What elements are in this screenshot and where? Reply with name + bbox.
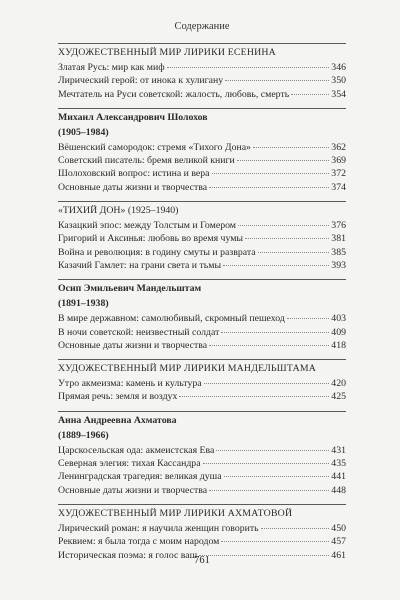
dot-leader <box>203 463 330 464</box>
toc-entry-page: 350 <box>331 75 346 87</box>
toc-entry-page: 403 <box>331 313 346 325</box>
toc-entry-page: 409 <box>331 326 346 338</box>
table-of-contents <box>58 43 346 562</box>
toc-entry-page: 418 <box>331 339 346 351</box>
book-page <box>58 0 346 600</box>
dot-leader <box>237 160 330 161</box>
toc-entry-label: Основные даты жизни и творчества <box>58 339 208 351</box>
toc-entry-page: 393 <box>331 259 346 271</box>
dot-leader <box>167 67 330 68</box>
author-name-akhmatova: Анна Андреевна Ахматова <box>58 411 346 427</box>
toc-entry-page: 425 <box>331 391 346 403</box>
page-title: Содержание <box>174 21 230 32</box>
toc-entry[interactable] <box>58 522 346 535</box>
toc-entry-label: Григорий и Аксинья: любовь во время чумы <box>58 233 244 245</box>
toc-entry-page: 362 <box>331 141 346 153</box>
dot-leader <box>209 187 329 188</box>
toc-entry[interactable] <box>58 390 346 403</box>
toc-entry[interactable] <box>58 377 346 390</box>
toc-entry-label: Основные даты жизни и творчества <box>58 484 208 496</box>
work-years: (1925–1940) <box>127 205 179 217</box>
toc-entry-label: Вёшенский самородок: стремя «Тихого Дона» <box>58 141 251 153</box>
toc-entry[interactable] <box>58 88 346 101</box>
dot-leader <box>204 383 330 384</box>
toc-entry-page: 385 <box>331 246 346 258</box>
toc-entry-label: Утро акмеизма: камень и культура <box>58 378 202 390</box>
section-heading-esenin-lyric: ХУДОЖЕСТВЕННЫЙ МИР ЛИРИКИ ЕСЕНИНА <box>58 43 346 59</box>
toc-entry-label: Историческая поэма: я голос ваш <box>58 549 198 561</box>
dot-leader <box>212 173 330 174</box>
toc-entry-label: Война и революция: в годину смуты и разврата <box>58 246 256 258</box>
toc-entry-label: В мире державном: самолюбивый, скромный пешеход <box>58 313 285 325</box>
dot-leader <box>209 490 329 491</box>
dot-leader <box>221 332 329 333</box>
toc-entry[interactable] <box>58 312 346 325</box>
dot-leader <box>224 476 330 477</box>
author-name-mandelstam: Осип Эмильевич Мандельштам <box>58 279 346 295</box>
toc-entry-page: 354 <box>331 88 346 100</box>
dot-leader <box>221 541 329 542</box>
toc-entry-page: 431 <box>331 444 346 456</box>
author-dates-sholokhov: (1905–1984) <box>58 126 109 138</box>
toc-entry-label: Царскосельская ода: акмеистская Ева <box>58 444 215 456</box>
toc-entry-label: Основные даты жизни и творчества <box>58 181 208 193</box>
toc-entry-label: Шолоховский вопрос: истина и вера <box>58 168 210 180</box>
author-dates-akhmatova: (1889–1966) <box>58 429 109 441</box>
toc-entry[interactable] <box>58 259 346 272</box>
toc-entry[interactable] <box>58 181 346 194</box>
dot-leader <box>258 252 330 253</box>
dot-leader <box>225 80 329 81</box>
toc-entry[interactable] <box>58 444 346 457</box>
author-name-sholokhov: Михаил Александрович Шолохов <box>58 108 346 124</box>
dot-leader <box>223 265 329 266</box>
toc-entry-label: Лирический герой: от инока к хулигану <box>58 75 224 87</box>
toc-entry-label: Реквием: я была тогда с моим народом <box>58 536 220 548</box>
toc-entry-label: В ночи советской: неизвестный солдат <box>58 326 220 338</box>
toc-entry-page: 450 <box>331 522 346 534</box>
toc-entry[interactable] <box>58 535 346 548</box>
dot-leader <box>287 318 329 319</box>
toc-entry[interactable] <box>58 470 346 483</box>
work-title: «ТИХИЙ ДОН» <box>58 205 126 217</box>
dot-leader <box>209 345 329 346</box>
toc-entry-label: Златая Русь: мир как миф <box>58 62 165 73</box>
toc-entry-label: Советский писатель: бремя великой книги <box>58 155 235 167</box>
toc-entry[interactable] <box>58 326 346 339</box>
toc-entry-page: 441 <box>331 471 346 483</box>
toc-entry-page: 457 <box>331 536 346 548</box>
toc-entry-page: 420 <box>331 378 346 390</box>
toc-entry[interactable] <box>58 167 346 180</box>
toc-entry[interactable] <box>58 484 346 497</box>
toc-entry-page: 374 <box>331 181 346 193</box>
dot-leader <box>261 528 330 529</box>
section-heading-akhmatova-lyric: ХУДОЖЕСТВЕННЫЙ МИР ЛИРИКИ АХМАТОВОЙ <box>58 504 346 520</box>
toc-entry[interactable] <box>58 74 346 87</box>
section-heading-mandelstam-lyric: ХУДОЖЕСТВЕННЫЙ МИР ЛИРИКИ МАНДЕЛЬШТАМА <box>58 359 346 375</box>
dot-leader <box>245 238 329 239</box>
toc-entry-page: 346 <box>331 62 346 73</box>
toc-entry-label: Казачий Гамлет: на грани света и тьмы <box>58 259 222 271</box>
toc-entry[interactable] <box>58 339 346 352</box>
toc-entry-label: Прямая речь: земля и воздух <box>58 391 178 403</box>
toc-entry[interactable] <box>58 457 346 470</box>
toc-entry-label: Лирический роман: я научила женщин говорить <box>58 522 259 534</box>
toc-entry-page: 381 <box>331 233 346 245</box>
toc-entry-label: Казацкий эпос: между Толстым и Гомером <box>58 220 236 232</box>
toc-entry-page: 376 <box>331 220 346 232</box>
dot-leader <box>216 450 329 451</box>
dot-leader <box>253 147 329 148</box>
toc-entry[interactable] <box>58 246 346 259</box>
dot-leader <box>238 225 329 226</box>
toc-entry[interactable] <box>58 219 346 232</box>
toc-entry[interactable] <box>58 141 346 154</box>
toc-entry[interactable] <box>58 232 346 245</box>
toc-entry-page: 435 <box>331 458 346 470</box>
toc-entry-label: Северная элегия: тихая Кассандра <box>58 458 201 470</box>
toc-entry[interactable] <box>58 154 346 167</box>
toc-entry-page: 369 <box>331 155 346 167</box>
work-heading-tikhiy-don <box>58 201 346 217</box>
toc-entry-page: 461 <box>331 549 346 561</box>
author-dates-mandelstam: (1891–1938) <box>58 298 109 310</box>
toc-entry-label: Мечтатель на Руси советской: жалость, любовь, смерть <box>58 88 290 100</box>
toc-entry-page: 448 <box>331 484 346 496</box>
toc-entry-page: 372 <box>331 168 346 180</box>
dot-leader <box>291 94 329 95</box>
dot-leader <box>179 396 329 397</box>
toc-entry-label: Ленинградская трагедия: великая душа <box>58 471 222 483</box>
page-number: 761 <box>194 555 210 566</box>
toc-entry[interactable] <box>58 61 346 74</box>
